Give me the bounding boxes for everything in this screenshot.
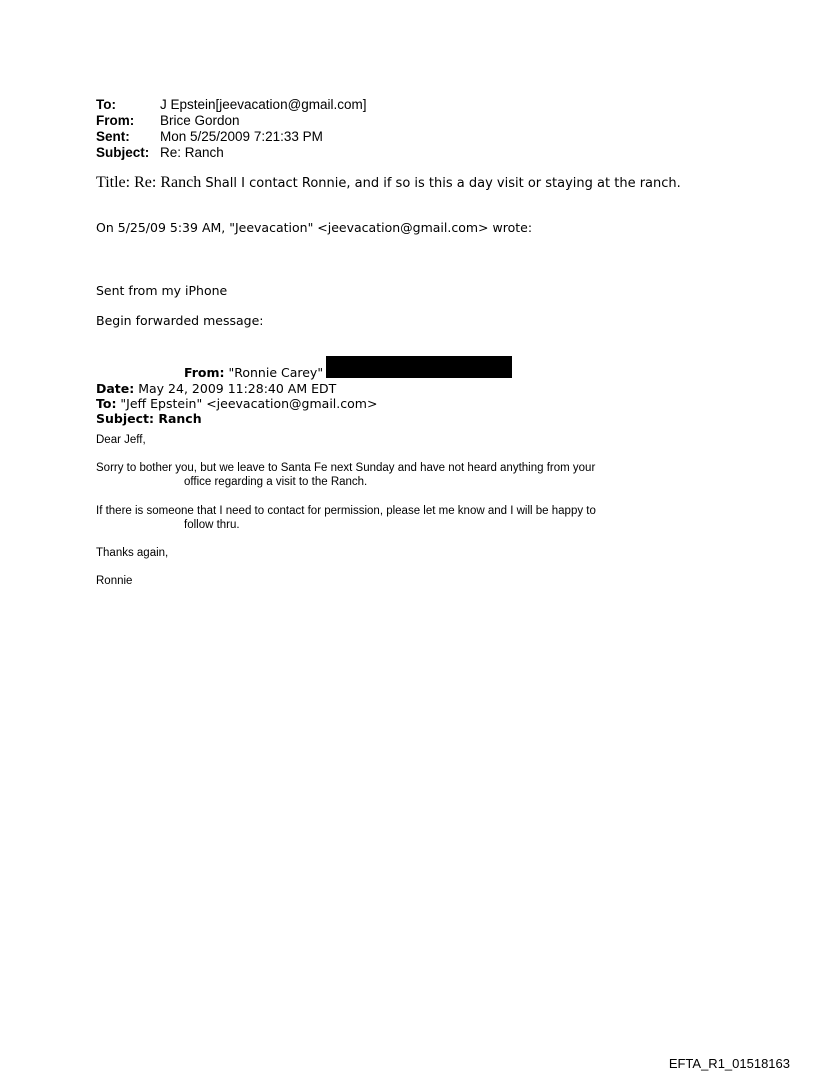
paragraph-2-line-2: follow thru.	[184, 519, 240, 531]
redaction-box	[326, 356, 512, 378]
header-to-row	[96, 97, 367, 113]
title-prefix: Title: Re: Ranch	[96, 174, 202, 191]
forwarded-subject-label: Subject: Ranch	[96, 411, 202, 426]
forwarded-header	[96, 359, 512, 426]
sent-from-line: Sent from my iPhone	[96, 283, 228, 298]
forwarded-date-row	[96, 381, 512, 396]
greeting: Dear Jeff,	[96, 434, 146, 446]
begin-forwarded-line: Begin forwarded message:	[96, 313, 264, 328]
header-from-label: From:	[96, 113, 135, 128]
header-from-row	[96, 113, 367, 129]
paragraph-2-line-1: If there is someone that I need to contact for permission, please let me know and I will be happy to	[96, 505, 596, 517]
forwarded-from-value: "Ronnie Carey"	[224, 365, 324, 380]
forwarded-from-row	[96, 359, 512, 381]
forwarded-date-label: Date:	[96, 381, 135, 396]
signature: Ronnie	[96, 575, 133, 587]
forwarded-subject-row	[96, 411, 512, 426]
paragraph-1	[96, 461, 595, 489]
paragraph-1-line-1: Sorry to bother you, but we leave to Santa Fe next Sunday and have not heard anything from your	[96, 462, 596, 474]
paragraph-1-line-2: office regarding a visit to the Ranch.	[184, 476, 368, 488]
header-subject-row	[96, 145, 367, 161]
forwarded-to-label: To:	[96, 396, 117, 411]
header-sent-label: Sent:	[96, 129, 130, 144]
closing: Thanks again,	[96, 547, 169, 559]
forwarded-to-row	[96, 396, 512, 411]
header-from-value: Brice Gordon	[160, 113, 240, 128]
header-sent-row	[96, 129, 367, 145]
document-id: EFTA_R1_01518163	[668, 1056, 790, 1071]
header-to-value: J Epstein[jeevacation@gmail.com]	[160, 97, 367, 112]
forwarded-date-value: May 24, 2009 11:28:40 AM EDT	[134, 381, 337, 396]
title-line	[96, 174, 681, 192]
quote-intro: On 5/25/09 5:39 AM, "Jeevacation" <jeevacation@gmail.com> wrote:	[96, 220, 533, 235]
header-to-label: To:	[96, 97, 116, 112]
header-subject-label: Subject:	[96, 145, 150, 160]
forwarded-to-value: "Jeff Epstein" <jeevacation@gmail.com>	[116, 396, 378, 411]
forwarded-from-label: From:	[184, 365, 225, 380]
email-header	[96, 97, 367, 161]
header-subject-value: Re: Ranch	[160, 145, 224, 160]
paragraph-2	[96, 504, 596, 532]
header-sent-value: Mon 5/25/2009 7:21:33 PM	[160, 129, 323, 144]
title-text: Shall I contact Ronnie, and if so is this a day visit or staying at the ranch.	[201, 176, 681, 191]
